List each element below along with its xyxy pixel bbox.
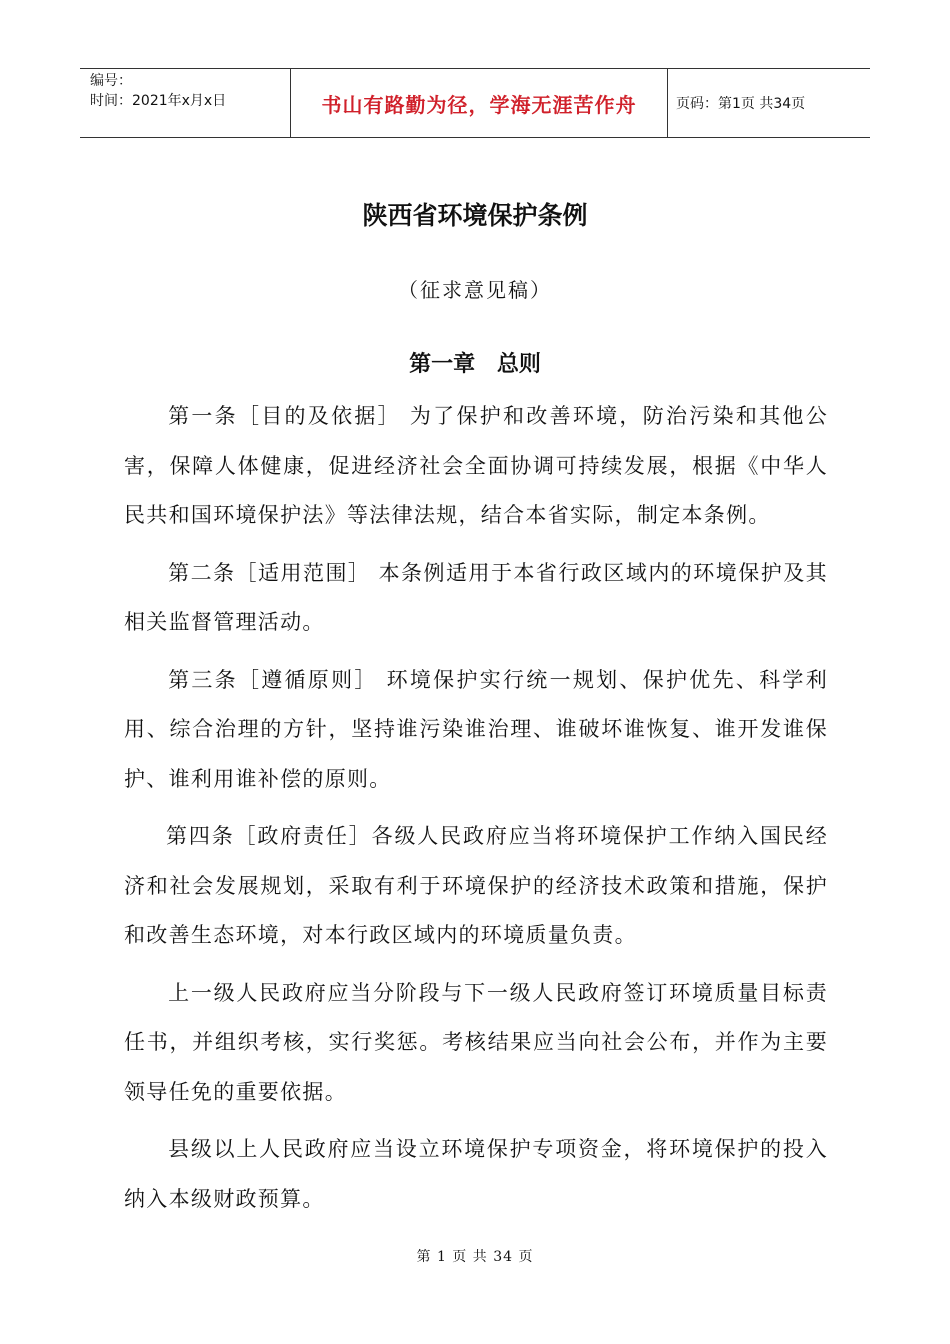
number-label: 编号： (90, 73, 132, 89)
chapter-heading: 第一章 总则 (409, 352, 541, 377)
header-motto: 书山有路勤为径，学海无涯苦作舟 (290, 69, 668, 137)
document-subtitle: （征求意见稿） (398, 278, 552, 302)
article-1-paragraph: 第一条［目的及依据］ 为了保护和改善环境，防治污染和其他公害，保障人体健康，促进经济社会全面协调可持续发展，根据《中华人民共和国环境保护法》等法律法规，结合本省实际，制定本条例。 (124, 404, 828, 527)
header-meta (80, 69, 290, 137)
article-4-paragraph-3: 县级以上人民政府应当设立环境保护专项资金，将环境保护的投入纳入本级财政预算。 (124, 1137, 828, 1211)
document-title: 陕西省环境保护条例 (362, 201, 588, 230)
article-2-paragraph: 第二条［适用范围］ 本条例适用于本省行政区域内的环境保护及其相关监督管理活动。 (124, 560, 828, 634)
document-body (124, 392, 828, 1232)
article-4-paragraph-2: 上一级人民政府应当分阶段与下一级人民政府签订环境质量目标责任书，并组织考核，实行奖惩。考核结果应当向社会公布，并作为主要领导任免的重要依据。 (124, 980, 828, 1104)
time-label: 时间：2021年x月x日 (90, 93, 227, 109)
page-header (80, 68, 870, 138)
article-3-paragraph: 第三条［遵循原则］ 环境保护实行统一规划、保护优先、科学利用、综合治理的方针，坚持谁污染谁治理、谁破坏谁恢复、谁开发谁保护、谁利用谁补偿的原则。 (124, 667, 828, 791)
page-footer: 第 1 页 共 34 页 (416, 1249, 534, 1265)
article-4-paragraph: 第四条［政府责任］各级人民政府应当将环境保护工作纳入国民经济和社会发展规划，采取有利于环境保护的经济技术政策和措施，保护和改善生态环境，对本行政区域内的环境质量负责。 (124, 824, 828, 947)
header-page-info: 页码：第1页 共34页 (676, 96, 806, 112)
